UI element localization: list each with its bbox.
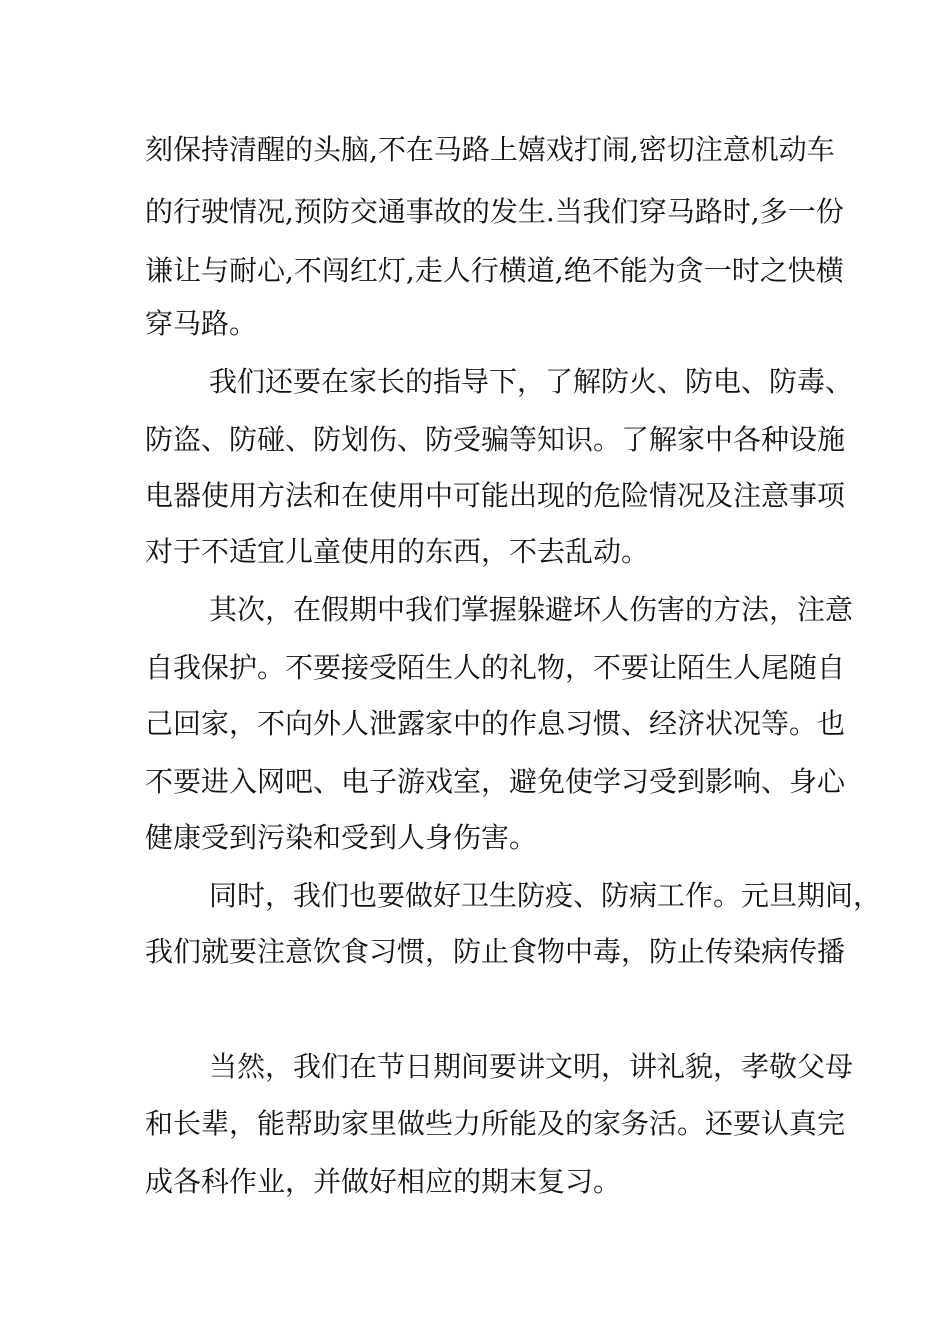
paragraph-5-line-3: 成各科作业，并做好相应的期末复习。	[145, 1165, 622, 1198]
paragraph-3-line-4: 不要进入网吧、电子游戏室，避免使学习受到影响、身心	[145, 765, 846, 798]
paragraph-1-line-4: 穿马路。	[145, 307, 258, 340]
paragraph-2-line-2: 防盗、防碰、防划伤、防受骗等知识。了解家中各种设施	[145, 423, 846, 456]
paragraph-4-line-2: 我们就要注意饮食习惯，防止食物中毒，防止传染病传播	[145, 935, 846, 968]
paragraph-1-line-1: 刻保持清醒的头脑,不在马路上嬉戏打闹,密切注意机动车	[145, 133, 835, 166]
paragraph-2-line-4: 对于不适宜儿童使用的东西，不去乱动。	[145, 535, 650, 568]
paragraph-3-line-5: 健康受到污染和受到人身伤害。	[145, 821, 538, 854]
paragraph-2-line-1: 我们还要在家长的指导下，了解防火、防电、防毒、	[209, 365, 854, 398]
paragraph-2-line-3: 电器使用方法和在使用中可能出现的危险情况及注意事项	[145, 479, 846, 512]
paragraph-4-line-1: 同时，我们也要做好卫生防疫、防病工作。元旦期间，	[209, 879, 882, 912]
paragraph-1-line-3: 谦让与耐心,不闯红灯,走人行横道,绝不能为贪一时之快横	[145, 254, 844, 287]
paragraph-3-line-2: 自我保护。不要接受陌生人的礼物，不要让陌生人尾随自	[145, 651, 846, 684]
paragraph-3-line-3: 己回家，不向外人泄露家中的作息习惯、经济状况等。也	[145, 707, 846, 740]
paragraph-1-line-2: 的行驶情况,预防交通事故的发生.当我们穿马路时,多一份	[145, 195, 844, 228]
paragraph-3-line-1: 其次，在假期中我们掌握躲避坏人伤害的方法，注意	[209, 593, 854, 626]
paragraph-5-line-1: 当然，我们在节日期间要讲文明，讲礼貌，孝敬父母	[209, 1050, 854, 1083]
paragraph-5-line-2: 和长辈，能帮助家里做些力所能及的家务活。还要认真完	[145, 1107, 846, 1140]
